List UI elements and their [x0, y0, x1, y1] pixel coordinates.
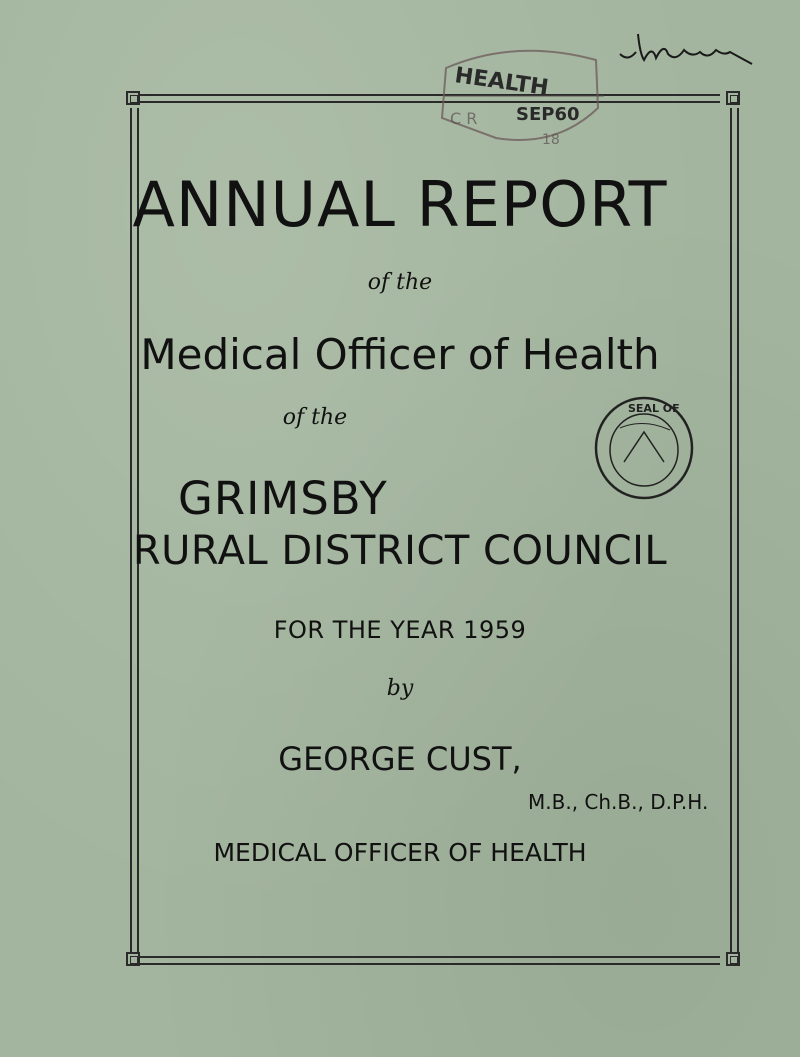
- office-title: Medical Officer of Health: [140, 330, 660, 379]
- by-text: by: [386, 676, 414, 701]
- handwritten-annotation: [616, 24, 756, 74]
- stamp-text-number: 18: [542, 132, 560, 148]
- corner-ornament-bottom-right: [726, 952, 740, 966]
- stamp-text-health: HEALTH: [453, 63, 550, 102]
- author-role: MEDICAL OFFICER OF HEALTH: [213, 838, 587, 867]
- of-the-text-2: of the: [282, 405, 348, 430]
- report-title: ANNUAL REPORT: [132, 168, 668, 241]
- seal-text: SEAL OF: [628, 402, 680, 415]
- corner-ornament-bottom-left: [126, 952, 140, 966]
- of-the-text: of the: [367, 270, 433, 295]
- author-name: GEORGE CUST,: [278, 740, 522, 778]
- corner-ornament-top-right: [726, 91, 740, 105]
- author-qualifications: M.B., Ch.B., D.P.H.: [528, 790, 709, 814]
- council-seal-icon: [590, 392, 698, 504]
- council-name: RURAL DISTRICT COUNCIL: [132, 528, 668, 574]
- bottom-border-rule: [140, 956, 720, 965]
- stamp-text-cr: C R: [450, 109, 478, 128]
- received-stamp: [436, 38, 606, 158]
- year-line: FOR THE YEAR 1959: [273, 616, 527, 644]
- top-border-rule: [140, 94, 720, 103]
- place-name: GRIMSBY: [178, 472, 388, 525]
- corner-ornament-top-left: [126, 91, 140, 105]
- stamp-text-date: SEP60: [516, 104, 580, 125]
